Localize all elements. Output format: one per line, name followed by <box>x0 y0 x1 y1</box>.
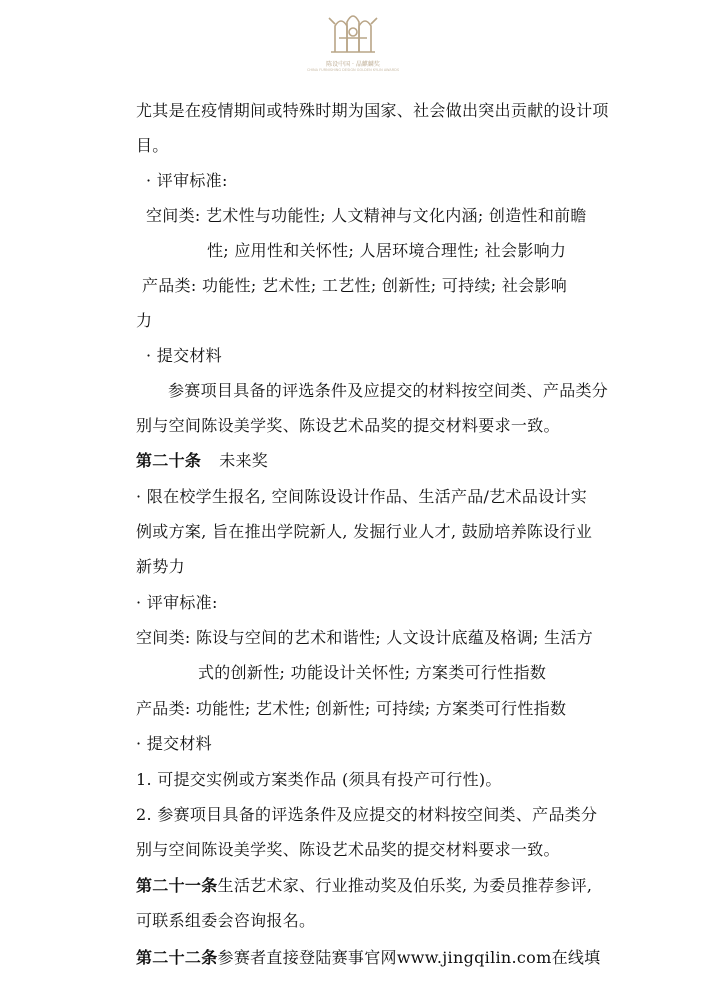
text-line: 可联系组委会咨询报名。 <box>136 911 316 930</box>
text-line: · 限在校学生报名, 空间陈设设计作品、生活产品/艺术品设计实 <box>136 487 588 506</box>
article-paragraph <box>136 948 600 968</box>
article-heading <box>136 451 268 471</box>
kylin-emblem-icon <box>325 8 381 58</box>
text-line: 别与空间陈设美学奖、陈设艺术品奖的提交材料要求一致。 <box>136 416 560 435</box>
logo-subcaption: CHINA FURNISHING DESIGN GOLDEN KYLIN AWARDS <box>306 68 400 72</box>
text-line: · 评审标准: <box>146 171 228 190</box>
article-number: 第二十条 <box>136 451 202 470</box>
article-title: 未来奖 <box>219 451 269 470</box>
text-line: 别与空间陈设美学奖、陈设艺术品奖的提交材料要求一致。 <box>136 840 560 859</box>
text-line: 例或方案, 旨在推出学院新人, 发掘行业人才, 鼓励培养陈设行业 <box>136 522 593 541</box>
text-line: 式的创新性; 功能设计关怀性; 方案类可行性指数 <box>198 663 547 682</box>
award-logo <box>306 8 400 86</box>
logo-caption: 陈设中国 · 晶麒麟奖 <box>326 61 380 68</box>
text-line: 尤其是在疫情期间或特殊时期为国家、社会做出突出贡献的设计项 <box>136 101 609 120</box>
text-line: · 提交材料 <box>136 734 212 753</box>
text-line: 参赛项目具备的评选条件及应提交的材料按空间类、产品类分 <box>168 381 609 400</box>
text-line: 新势力 <box>136 557 185 576</box>
text-line: 空间类: 艺术性与功能性; 人文精神与文化内涵; 创造性和前瞻 <box>146 206 587 225</box>
text-line: 产品类: 功能性; 艺术性; 工艺性; 创新性; 可持续; 社会影响 <box>142 276 568 295</box>
article-text: 参赛者直接登陆赛事官网www.jingqilin.com在线填 <box>217 948 601 967</box>
text-line: · 提交材料 <box>146 346 222 365</box>
article-paragraph <box>136 876 592 896</box>
text-line: · 评审标准: <box>136 593 218 612</box>
article-number: 第二十二条 <box>136 948 218 967</box>
text-line: 性; 应用性和关怀性; 人居环境合理性; 社会影响力 <box>207 241 567 260</box>
text-line: 1. 可提交实例或方案类作品 (须具有投产可行性)。 <box>136 770 502 789</box>
text-line: 力 <box>136 311 153 330</box>
article-number: 第二十一条 <box>136 876 218 895</box>
text-line: 产品类: 功能性; 艺术性; 创新性; 可持续; 方案类可行性指数 <box>136 699 567 718</box>
text-line: 目。 <box>136 136 169 155</box>
article-text: 生活艺术家、行业推动奖及伯乐奖, 为委员推荐参评, <box>217 876 593 895</box>
text-line: 空间类: 陈设与空间的艺术和谐性; 人文设计底蕴及格调; 生活方 <box>136 628 594 647</box>
text-line: 2. 参赛项目具备的评选条件及应提交的材料按空间类、产品类分 <box>136 805 598 824</box>
